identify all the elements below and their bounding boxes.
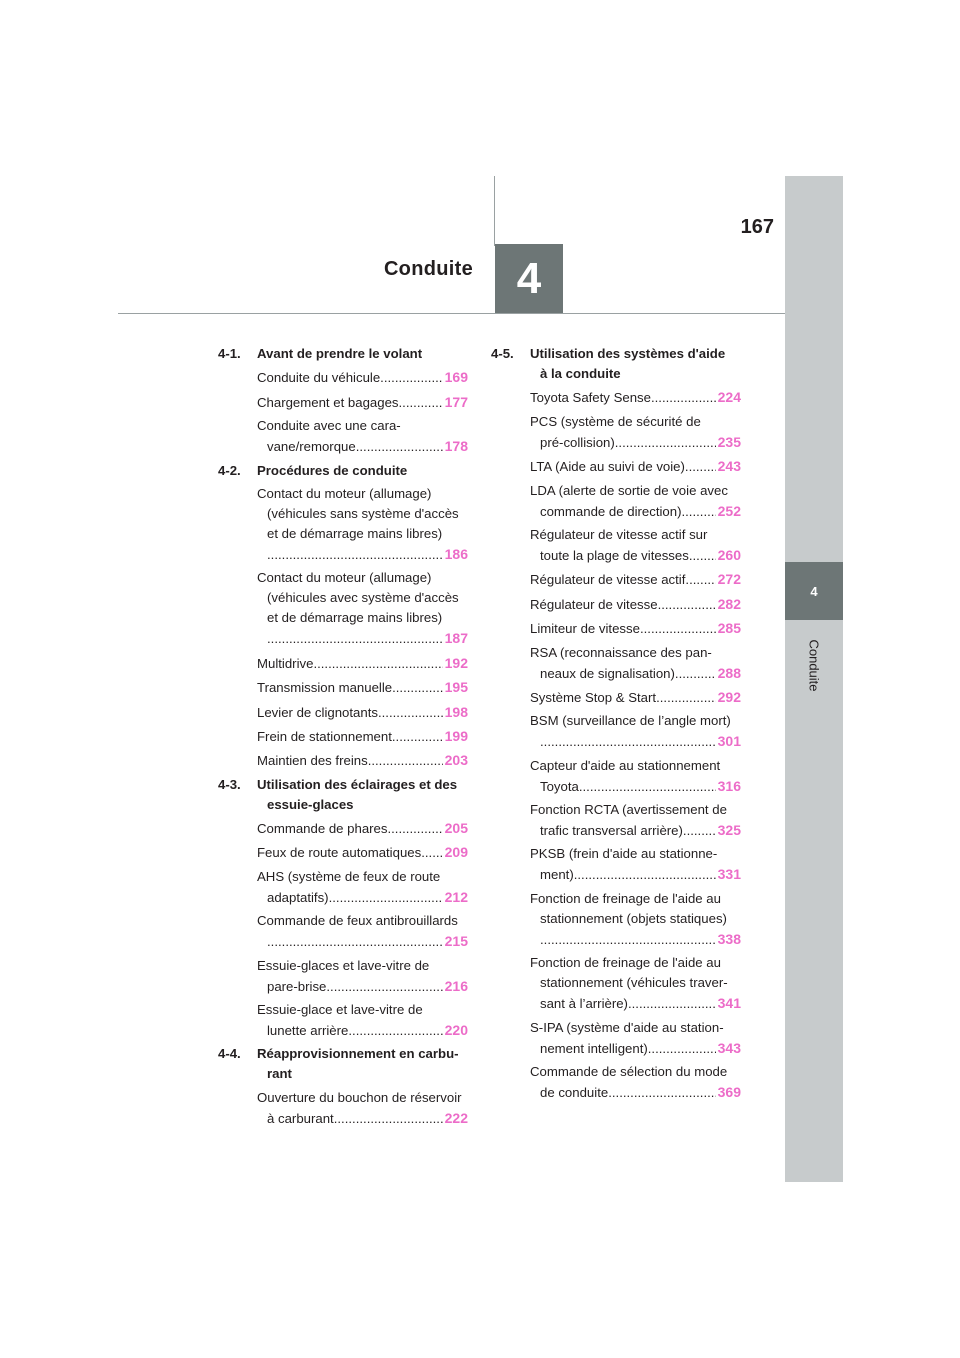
entry-last-line — [257, 677, 468, 698]
entry-page-link[interactable]: 341 — [717, 995, 741, 1012]
entry-text: ment) — [540, 867, 574, 883]
dot-leader — [628, 994, 716, 1014]
dot-leader — [421, 843, 442, 863]
side-tab-number[interactable]: 4 — [785, 562, 843, 620]
entry-page-link[interactable]: 260 — [717, 546, 741, 563]
dot-leader — [656, 688, 716, 708]
toc-entry[interactable] — [257, 568, 468, 649]
entry-text-line: Ouverture du bouchon de réservoir — [257, 1089, 462, 1105]
entry-text-line: Contact du moteur (allumage) — [257, 485, 432, 501]
dot-leader — [267, 932, 443, 952]
entry-text: Chargement et bagages — [257, 394, 399, 410]
entry-text: Commande de phares — [257, 821, 388, 837]
entry-last-line — [530, 569, 741, 590]
entry-last-line — [530, 929, 741, 950]
entry-last-line — [530, 432, 741, 453]
dot-leader — [540, 930, 716, 950]
entry-page-link[interactable]: 369 — [717, 1084, 741, 1101]
toc-entry[interactable] — [257, 1088, 468, 1129]
toc-entry[interactable] — [530, 618, 741, 639]
dot-leader — [681, 502, 715, 522]
section-heading — [491, 344, 741, 384]
toc-entry[interactable] — [257, 726, 468, 747]
entry-text-line: Conduite avec une cara- — [257, 418, 401, 434]
entry-page-link[interactable]: 288 — [717, 664, 741, 681]
section-number: 4-3. — [218, 776, 241, 792]
entry-text-line: LDA (alerte de sortie de voie avec — [530, 482, 728, 498]
section-title-line: rant — [267, 1066, 292, 1082]
entry-text-line: PKSB (frein d'aide au stationne- — [530, 846, 718, 862]
dot-leader — [392, 678, 443, 698]
dot-leader — [640, 619, 716, 639]
section-title — [257, 461, 468, 481]
toc-entry[interactable] — [257, 416, 468, 457]
toc-entry[interactable] — [530, 844, 741, 885]
entry-page-link[interactable]: 203 — [444, 752, 468, 769]
entry-page-link[interactable]: 252 — [717, 502, 741, 519]
entry-text: Régulateur de vitesse — [530, 596, 658, 612]
section-heading — [218, 461, 468, 481]
entry-text: de conduite — [540, 1085, 609, 1101]
dot-leader — [329, 888, 443, 908]
section-number: 4-1. — [218, 346, 241, 361]
entry-page-link[interactable]: 272 — [717, 571, 741, 588]
entry-last-line — [530, 618, 741, 639]
entry-page-link[interactable]: 209 — [444, 844, 468, 861]
entry-page-link[interactable]: 325 — [717, 822, 741, 839]
entry-text: Toyota — [540, 778, 579, 794]
entry-page-link[interactable]: 292 — [717, 688, 741, 705]
entry-page-link[interactable]: 285 — [717, 620, 741, 637]
entry-page-link[interactable]: 220 — [444, 1022, 468, 1039]
entry-last-line — [257, 818, 468, 839]
dot-leader — [651, 388, 716, 408]
section-title-line: à la conduite — [540, 366, 621, 381]
entry-text-line: Capteur d'aide au stationnement — [530, 757, 721, 773]
entry-last-line — [530, 545, 741, 566]
entry-last-line — [257, 702, 468, 723]
entry-page-link[interactable]: 195 — [444, 679, 468, 696]
entry-page-link[interactable]: 212 — [444, 888, 468, 905]
entry-page-link[interactable]: 215 — [444, 933, 468, 950]
toc-entry[interactable] — [257, 367, 468, 388]
section-title — [257, 1044, 468, 1084]
toc-left-column — [218, 344, 468, 1132]
toc-entry[interactable] — [530, 525, 741, 566]
entry-text: Limiteur de vitesse — [530, 621, 640, 637]
entry-page-link[interactable]: 192 — [444, 654, 468, 671]
entry-page-link[interactable]: 343 — [717, 1039, 741, 1056]
entry-last-line — [530, 1038, 741, 1059]
header-divider-vertical — [494, 176, 495, 246]
entry-page-link[interactable]: 205 — [444, 820, 468, 837]
entry-text: commande de direction) — [540, 503, 682, 519]
toc-entry[interactable] — [530, 643, 741, 684]
entry-text-line: Essuie-glaces et lave-vitre de — [257, 957, 430, 973]
dot-leader — [540, 732, 716, 752]
dot-leader — [387, 819, 442, 839]
dot-leader — [685, 457, 716, 477]
entry-text: Frein de stationnement — [257, 728, 392, 744]
dot-leader — [334, 1109, 443, 1129]
toc-section — [218, 461, 468, 772]
section-number: 4-2. — [218, 462, 241, 478]
section-number: 4-4. — [218, 1046, 241, 1062]
entry-text: Toyota Safety Sense — [530, 390, 651, 406]
entry-page-link[interactable]: 316 — [717, 777, 741, 794]
dot-leader — [348, 1021, 442, 1041]
entry-page-link[interactable]: 338 — [717, 930, 741, 947]
entry-text-line: Fonction RCTA (avertissement de — [530, 802, 727, 818]
entry-text: adaptatifs) — [267, 889, 329, 905]
entry-text: Système Stop & Start — [530, 689, 657, 705]
entry-page-link[interactable]: 235 — [717, 433, 741, 450]
section-title-line: Utilisation des éclairages et des — [257, 776, 458, 792]
entry-text-line: S-IPA (système d'aide au station- — [530, 1019, 724, 1035]
entry-text-line: AHS (système de feux de route — [257, 868, 441, 884]
entry-text-line: et de démarrage mains libres) — [267, 610, 443, 626]
entry-page-link[interactable]: 331 — [717, 866, 741, 883]
entry-page-link[interactable]: 216 — [444, 977, 468, 994]
entry-text: Régulateur de vitesse actif — [530, 572, 686, 588]
entry-page-link[interactable]: 224 — [717, 389, 741, 406]
section-title-line: Réapprovisionnement en carbu- — [257, 1046, 459, 1062]
entry-last-line — [257, 726, 468, 747]
side-tab-label: Conduite — [806, 639, 822, 692]
entry-last-line — [530, 1082, 741, 1103]
dot-leader — [378, 703, 443, 723]
entry-text: Conduite du véhicule — [257, 370, 381, 386]
toc-entry[interactable] — [530, 481, 741, 522]
toc-entry[interactable] — [257, 818, 468, 839]
entry-text: Feux de route automatiques — [257, 845, 422, 861]
entry-page-link[interactable]: 199 — [444, 727, 468, 744]
entry-text-line: Fonction de freinage de l'aide au — [530, 955, 721, 971]
section-title — [257, 344, 468, 364]
dot-leader — [689, 546, 716, 566]
toc-entry[interactable] — [530, 889, 741, 950]
entry-text: LTA (Aide au suivi de voie) — [530, 459, 685, 475]
section-title-line: Procédures de conduite — [257, 462, 408, 478]
entry-text: Maintien des freins — [257, 753, 368, 769]
entry-page-link[interactable]: 198 — [444, 703, 468, 720]
section-title — [257, 775, 468, 815]
entry-last-line — [257, 367, 468, 388]
entry-last-line — [257, 842, 468, 863]
entry-last-line — [530, 731, 741, 752]
section-title-line: Avant de prendre le volant — [257, 346, 423, 361]
entry-text-line: PCS (système de sécurité de — [530, 413, 701, 429]
dot-leader — [685, 570, 715, 590]
entry-last-line — [257, 931, 468, 952]
section-title-line: essuie-glaces — [267, 796, 354, 812]
entry-text: trafic transversal arrière) — [540, 823, 683, 839]
entry-text-line: Contact du moteur (allumage) — [257, 570, 432, 586]
entry-text: vane/remorque — [267, 439, 356, 455]
toc-entry[interactable] — [530, 687, 741, 708]
entry-page-link[interactable]: 169 — [444, 369, 468, 386]
toc-section — [218, 1044, 468, 1128]
entry-text: lunette arrière — [267, 1023, 349, 1039]
section-title-line: Utilisation des systèmes d'aide — [530, 346, 726, 361]
entry-text-line: (véhicules avec système d'accès — [267, 590, 459, 606]
entry-last-line — [530, 594, 741, 615]
page-number: 167 — [740, 216, 774, 238]
entry-text-line: (véhicules sans système d'accès — [267, 505, 459, 521]
section-title — [530, 344, 741, 384]
entry-last-line — [530, 663, 741, 684]
dot-leader — [368, 751, 443, 771]
dot-leader — [380, 368, 442, 388]
entry-last-line — [530, 687, 741, 708]
entry-page-link[interactable]: 177 — [444, 393, 468, 410]
dot-leader — [608, 1083, 715, 1103]
entry-text: Transmission manuelle — [257, 680, 393, 696]
toc-entry[interactable] — [530, 1062, 741, 1103]
toc-entry[interactable] — [530, 711, 741, 752]
entry-page-link[interactable]: 243 — [717, 458, 741, 475]
entry-text-line: Régulateur de vitesse actif sur — [530, 526, 708, 542]
toc-entry[interactable] — [257, 392, 468, 413]
dot-leader — [648, 1039, 716, 1059]
toc-section — [491, 344, 741, 1103]
entry-text-line: et de démarrage mains libres) — [267, 525, 443, 541]
entry-last-line — [530, 501, 741, 522]
entry-text: à carburant — [267, 1110, 334, 1126]
dot-leader — [579, 777, 716, 797]
entry-text-line: Commande de feux antibrouillards — [257, 913, 458, 929]
entry-text: neaux de signalisation) — [540, 665, 675, 681]
dot-leader — [675, 664, 716, 684]
toc-entry[interactable] — [257, 677, 468, 698]
entry-last-line — [257, 1020, 468, 1041]
header-divider-horizontal — [118, 313, 785, 314]
entry-text: Multidrive — [257, 655, 314, 671]
dot-leader — [392, 727, 443, 747]
dot-leader — [326, 977, 442, 997]
entry-last-line — [257, 628, 468, 649]
dot-leader — [574, 865, 716, 885]
section-heading — [218, 344, 468, 364]
toc-entry[interactable] — [257, 842, 468, 863]
toc-entry[interactable] — [257, 750, 468, 771]
toc-entry[interactable] — [257, 484, 468, 565]
dot-leader — [313, 654, 442, 674]
toc-entry[interactable] — [530, 756, 741, 797]
entry-text-line: stationnement (véhicules traver- — [540, 975, 728, 991]
section-heading — [218, 1044, 468, 1084]
dot-leader — [356, 437, 443, 457]
toc-entry[interactable] — [257, 702, 468, 723]
entry-last-line — [257, 653, 468, 674]
entry-page-link[interactable]: 222 — [444, 1109, 468, 1126]
toc-entry[interactable] — [257, 867, 468, 908]
toc-entry[interactable] — [257, 653, 468, 674]
entry-text-line: BSM (surveillance de l’angle mort) — [530, 713, 731, 729]
section-number: 4-5. — [491, 346, 514, 361]
entry-last-line — [257, 1108, 468, 1129]
toc-entry[interactable] — [530, 800, 741, 841]
entry-last-line — [530, 776, 741, 797]
entry-last-line — [530, 864, 741, 885]
toc-entry[interactable] — [257, 1000, 468, 1041]
toc-entry[interactable] — [530, 387, 741, 408]
entry-text-line: RSA (reconnaissance des pan- — [530, 644, 712, 660]
entry-page-link[interactable]: 282 — [717, 595, 741, 612]
dot-leader — [658, 595, 716, 615]
chapter-number-box: 4 — [495, 244, 563, 313]
entry-last-line — [257, 887, 468, 908]
dot-leader — [399, 393, 443, 413]
entry-page-link[interactable]: 178 — [444, 438, 468, 455]
entry-text: toute la plage de vitesses — [540, 547, 689, 563]
toc-right-column — [491, 344, 741, 1106]
entry-text-line: Fonction de freinage de l'aide au — [530, 890, 721, 906]
toc-entry[interactable] — [530, 569, 741, 590]
section-heading — [218, 775, 468, 815]
entry-text-line: Essuie-glace et lave-vitre de — [257, 1002, 423, 1018]
dot-leader — [615, 433, 716, 453]
dot-leader — [683, 821, 716, 841]
entry-last-line — [257, 392, 468, 413]
entry-page-link[interactable]: 186 — [444, 545, 468, 562]
toc-section — [218, 344, 468, 457]
entry-last-line — [530, 456, 741, 477]
entry-text: sant à l’arrière) — [540, 996, 628, 1012]
toc-entry[interactable] — [530, 456, 741, 477]
entry-page-link[interactable]: 301 — [717, 733, 741, 750]
toc-entry[interactable] — [257, 911, 468, 952]
entry-last-line — [530, 993, 741, 1014]
toc-entry[interactable] — [530, 953, 741, 1014]
entry-text: pré-collision) — [540, 434, 615, 450]
entry-last-line — [257, 976, 468, 997]
entry-text: nement intelligent) — [540, 1040, 648, 1056]
dot-leader — [267, 545, 443, 565]
entry-text: Levier de clignotants — [257, 704, 378, 720]
entry-last-line — [257, 544, 468, 565]
entry-text-line: Commande de sélection du mode — [530, 1064, 728, 1080]
dot-leader — [267, 629, 443, 649]
entry-text-line: stationnement (objets statiques) — [540, 910, 727, 926]
entry-page-link[interactable]: 187 — [444, 630, 468, 647]
chapter-title: Conduite — [383, 258, 473, 280]
entry-last-line — [530, 820, 741, 841]
toc-section — [218, 775, 468, 1041]
toc-entry[interactable] — [530, 1018, 741, 1059]
toc-entry[interactable] — [257, 956, 468, 997]
entry-last-line — [257, 436, 468, 457]
toc-entry[interactable] — [530, 412, 741, 453]
entry-last-line — [530, 387, 741, 408]
toc-entry[interactable] — [530, 594, 741, 615]
entry-text: pare-brise — [267, 978, 327, 994]
entry-last-line — [257, 750, 468, 771]
